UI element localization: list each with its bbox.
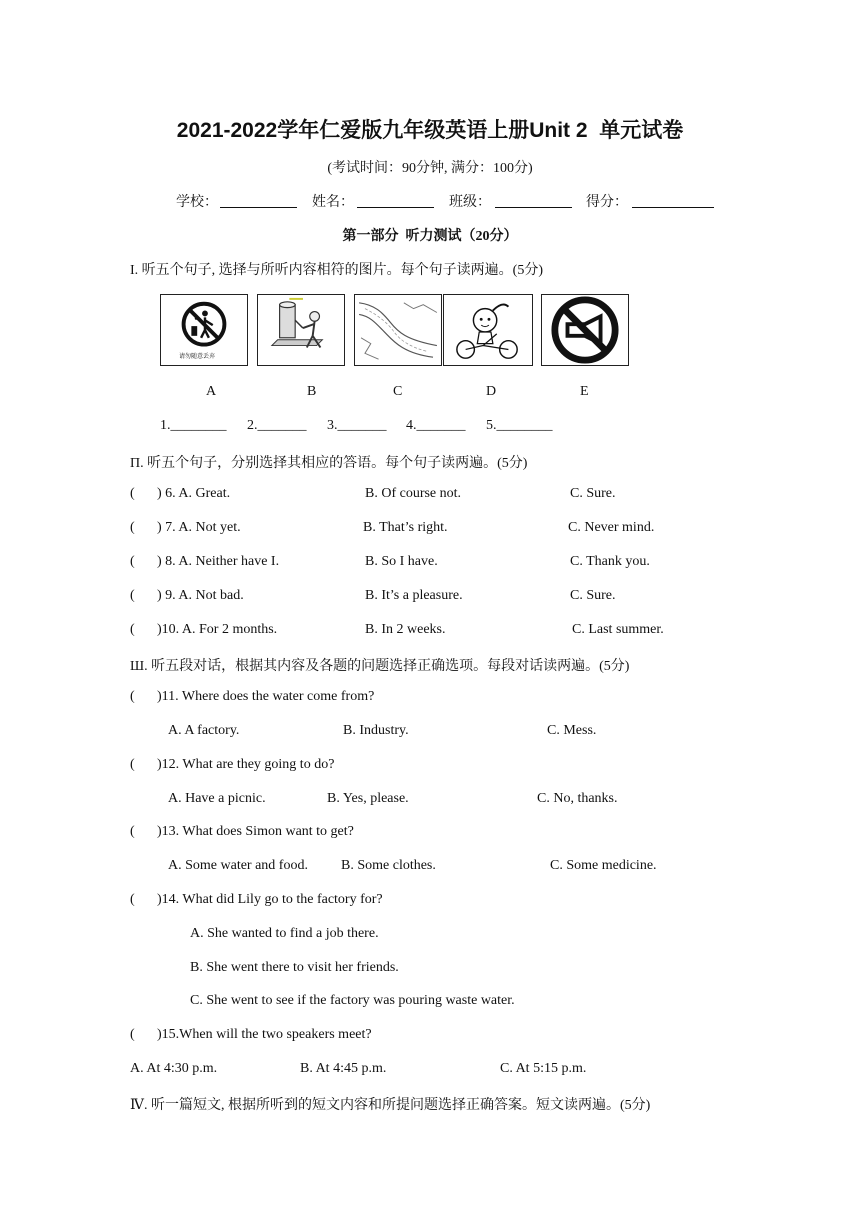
q12-paren[interactable]: ( bbox=[130, 757, 135, 772]
q12-question: )12. What are they going to do? bbox=[157, 757, 335, 772]
name-blank[interactable] bbox=[357, 207, 434, 208]
no-horn-icon bbox=[542, 295, 628, 365]
section3-heading: Ш. 听五段对话，根据其内容及各题的问题选择正确选项。每段对话读两遍。(5分) bbox=[130, 659, 630, 674]
q12-option-b: B. Yes, please. bbox=[327, 791, 409, 806]
answer-blank-3[interactable]: 3._______ bbox=[327, 418, 387, 433]
name-label: 姓名： bbox=[312, 195, 354, 210]
q12-option-c: C. No, thanks. bbox=[537, 791, 618, 806]
school-blank[interactable] bbox=[220, 207, 297, 208]
picture-c bbox=[354, 294, 442, 366]
answer-blank-1[interactable]: 1.________ bbox=[160, 418, 227, 433]
class-label: 班级： bbox=[449, 195, 491, 210]
score-blank[interactable] bbox=[632, 207, 714, 208]
page-title: 2021-2022学年仁爱版九年级英语上册Unit 2 单元试卷 bbox=[176, 119, 684, 142]
q11-paren[interactable]: ( bbox=[130, 689, 135, 704]
q15-option-a: A. At 4:30 p.m. bbox=[130, 1061, 218, 1076]
section1-heading: I. 听五个句子, 选择与所听内容相符的图片。每个句子读两遍。(5分) bbox=[130, 263, 543, 278]
q6-option-c: C. Sure. bbox=[570, 486, 616, 501]
q13-question: )13. What does Simon want to get? bbox=[157, 824, 354, 839]
q9-option-b: B. It’s a pleasure. bbox=[365, 588, 463, 603]
picture-e bbox=[541, 294, 629, 366]
q8-paren[interactable]: ( bbox=[130, 554, 135, 569]
q8-option-c: C. Thank you. bbox=[570, 554, 650, 569]
girl-cycling-icon bbox=[444, 295, 532, 365]
school-label: 学校： bbox=[176, 195, 218, 210]
q12-option-a: A. Have a picnic. bbox=[168, 791, 266, 806]
q15-option-b: B. At 4:45 p.m. bbox=[300, 1061, 387, 1076]
q14-option-b: B. She went there to visit her friends. bbox=[190, 960, 399, 975]
q10-option-b: B. In 2 weeks. bbox=[365, 622, 446, 637]
answer-blank-4[interactable]: 4._______ bbox=[406, 418, 466, 433]
cutting-trees-icon bbox=[258, 295, 344, 365]
section4-heading: Ⅳ. 听一篇短文, 根据所听到的短文内容和所提问题选择正确答案。短文读两遍。(5分) bbox=[130, 1098, 651, 1113]
q13-paren[interactable]: ( bbox=[130, 824, 135, 839]
exam-info-line: (考试时间：90分钟, 满分：100分) bbox=[327, 161, 533, 176]
q7-paren[interactable]: ( bbox=[130, 520, 135, 535]
picture-b bbox=[257, 294, 345, 366]
q15-question: )15.When will the two speakers meet? bbox=[157, 1027, 372, 1042]
q7-option-c: C. Never mind. bbox=[568, 520, 655, 535]
q8-option-b: B. So I have. bbox=[365, 554, 438, 569]
no-littering-caption: 请勿随意丢弃 bbox=[179, 353, 216, 360]
picture-d-letter: D bbox=[486, 384, 497, 399]
q9-option-a: ) 9. A. Not bad. bbox=[157, 588, 244, 603]
q9-paren[interactable]: ( bbox=[130, 588, 135, 603]
score-label: 得分： bbox=[586, 195, 628, 210]
q7-option-a: ) 7. A. Not yet. bbox=[157, 520, 241, 535]
q11-option-b: B. Industry. bbox=[343, 723, 409, 738]
q10-option-c: C. Last summer. bbox=[572, 622, 664, 637]
picture-e-letter: E bbox=[580, 384, 589, 399]
q14-option-c: C. She went to see if the factory was pouring waste water. bbox=[190, 993, 515, 1008]
picture-c-letter: C bbox=[393, 384, 403, 399]
q11-question: )11. Where does the water come from? bbox=[157, 689, 375, 704]
q15-option-c: C. At 5:15 p.m. bbox=[500, 1061, 587, 1076]
section2-heading: Π. 听五个句子，分别选择其相应的答语。每个句子读两遍。(5分) bbox=[130, 456, 528, 471]
q10-option-a: )10. A. For 2 months. bbox=[157, 622, 278, 637]
q7-option-b: B. That’s right. bbox=[363, 520, 448, 535]
river-icon bbox=[355, 295, 441, 365]
q14-option-a: A. She wanted to find a job there. bbox=[190, 926, 379, 941]
picture-a-letter: A bbox=[206, 384, 217, 399]
q13-option-c: C. Some medicine. bbox=[550, 858, 657, 873]
q11-option-a: A. A factory. bbox=[168, 723, 240, 738]
q9-option-c: C. Sure. bbox=[570, 588, 616, 603]
q11-option-c: C. Mess. bbox=[547, 723, 597, 738]
q13-option-a: A. Some water and food. bbox=[168, 858, 308, 873]
q14-paren[interactable]: ( bbox=[130, 892, 135, 907]
class-blank[interactable] bbox=[495, 207, 572, 208]
q8-option-a: ) 8. A. Neither have I. bbox=[157, 554, 280, 569]
q6-option-a: ) 6. A. Great. bbox=[157, 486, 231, 501]
q14-question: )14. What did Lily go to the factory for? bbox=[157, 892, 383, 907]
picture-b-letter: B bbox=[307, 384, 317, 399]
q6-paren[interactable]: ( bbox=[130, 486, 135, 501]
q10-paren[interactable]: ( bbox=[130, 622, 135, 637]
answer-blank-5[interactable]: 5.________ bbox=[486, 418, 553, 433]
part1-heading: 第一部分 听力测试（20分） bbox=[342, 229, 518, 244]
answer-blank-2[interactable]: 2._______ bbox=[247, 418, 307, 433]
q13-option-b: B. Some clothes. bbox=[341, 858, 436, 873]
picture-d bbox=[443, 294, 533, 366]
q15-paren[interactable]: ( bbox=[130, 1027, 135, 1042]
picture-a bbox=[160, 294, 248, 366]
q6-option-b: B. Of course not. bbox=[365, 486, 462, 501]
